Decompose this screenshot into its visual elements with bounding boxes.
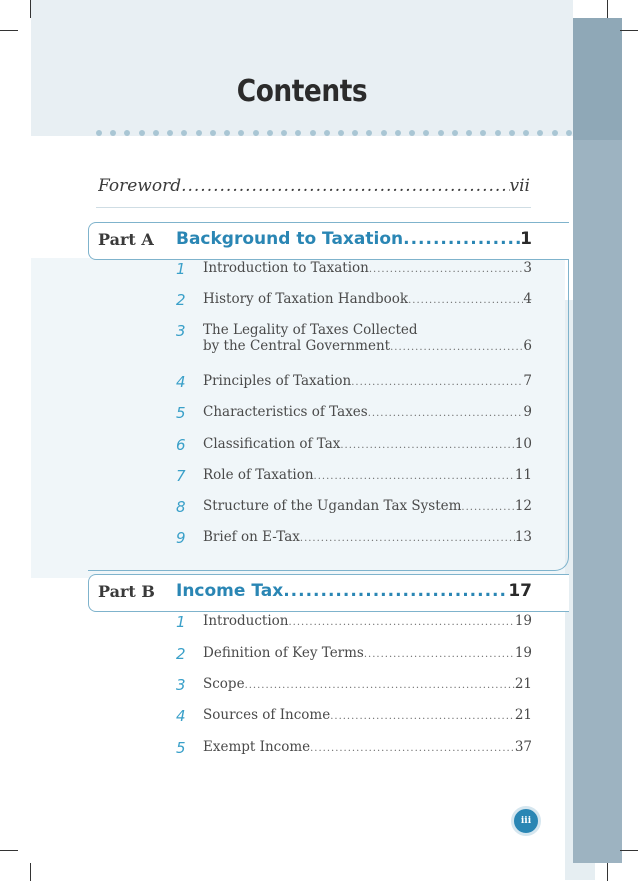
crop-mark <box>0 850 18 851</box>
toc-entry[interactable] <box>176 613 532 633</box>
foreword-page: vii <box>509 176 530 196</box>
part-b-heading[interactable] <box>176 581 532 601</box>
crop-mark <box>607 0 608 18</box>
entry-title: Scope <box>203 676 245 692</box>
entry-number: 7 <box>176 467 186 485</box>
entry-title: The Legality of Taxes Collected <box>203 322 418 338</box>
dot-leader <box>368 408 524 419</box>
crop-mark <box>30 0 31 18</box>
entry-title-continued: by the Central Government <box>203 338 391 354</box>
dot-leader <box>289 617 515 628</box>
part-a-heading[interactable] <box>176 229 532 249</box>
part-a-page: 1 <box>520 229 532 249</box>
entry-page: 19 <box>514 645 532 661</box>
toc-entry[interactable] <box>176 707 532 727</box>
dot-leader <box>245 680 515 691</box>
crop-mark <box>620 30 638 31</box>
entry-page: 21 <box>514 707 532 723</box>
dot-leader <box>283 581 508 601</box>
toc-entry[interactable] <box>176 260 532 280</box>
foreword-label: Foreword <box>98 176 182 196</box>
toc-entry[interactable] <box>176 676 532 696</box>
divider <box>96 207 531 208</box>
toc-entry[interactable] <box>176 529 532 549</box>
toc-entry[interactable] <box>176 645 532 665</box>
dot-leader <box>390 342 523 353</box>
dot-leader <box>340 440 514 451</box>
page-edge-bar <box>573 18 622 863</box>
crop-mark <box>30 863 31 881</box>
crop-mark <box>607 863 608 881</box>
entry-number: 4 <box>176 373 186 391</box>
entry-title: Structure of the Ugandan Tax System <box>203 498 462 514</box>
toc-entry[interactable] <box>176 467 532 487</box>
entry-page: 6 <box>523 338 532 354</box>
entry-number: 5 <box>176 404 186 422</box>
entry-number: 3 <box>176 676 186 694</box>
entry-title: Classification of Tax <box>203 436 341 452</box>
part-a-label: Part A <box>98 230 154 249</box>
entry-number: 9 <box>176 529 186 547</box>
dot-leader <box>351 377 523 388</box>
toc-entry[interactable] <box>176 291 532 311</box>
part-a-title: Background to Taxation <box>176 229 404 249</box>
entry-page: 4 <box>523 291 532 307</box>
dot-leader <box>369 264 524 275</box>
part-b-page: 17 <box>508 581 532 601</box>
entry-number: 6 <box>176 436 186 454</box>
entry-title: Introduction <box>203 613 289 629</box>
toc-entry[interactable] <box>176 322 532 362</box>
entry-page: 37 <box>514 739 532 755</box>
entry-title: Principles of Taxation <box>203 373 352 389</box>
entry-number: 8 <box>176 498 186 516</box>
crop-mark <box>620 850 638 851</box>
entry-number: 1 <box>176 260 186 278</box>
entry-page: 7 <box>523 373 532 389</box>
entry-number: 4 <box>176 707 186 725</box>
toc-entry[interactable] <box>176 436 532 456</box>
entry-page: 10 <box>514 436 532 452</box>
entry-page: 11 <box>514 467 532 483</box>
toc-entry[interactable] <box>176 739 532 759</box>
entry-page: 13 <box>514 529 532 545</box>
toc-entry[interactable] <box>176 498 532 518</box>
crop-mark <box>0 30 18 31</box>
toc-foreword[interactable] <box>98 176 530 196</box>
entry-title: Exempt Income <box>203 739 311 755</box>
entry-number: 2 <box>176 645 186 663</box>
dot-leader <box>300 533 515 544</box>
part-b-title: Income Tax <box>176 581 284 601</box>
entry-page: 21 <box>514 676 532 692</box>
header-band <box>31 0 573 136</box>
dotted-divider <box>96 128 572 138</box>
dot-leader <box>181 176 509 196</box>
entry-page: 19 <box>514 613 532 629</box>
dot-leader <box>364 649 515 660</box>
entry-title: Definition of Key Terms <box>203 645 364 661</box>
entry-title: Characteristics of Taxes <box>203 404 368 420</box>
part-b-label: Part B <box>98 582 155 601</box>
toc-entry[interactable] <box>176 373 532 393</box>
dot-leader <box>403 229 520 249</box>
entry-page: 3 <box>523 260 532 276</box>
page-edge-bar-top <box>573 18 622 140</box>
entry-title: Sources of Income <box>203 707 331 723</box>
entry-number: 2 <box>176 291 186 309</box>
entry-page: 9 <box>523 404 532 420</box>
dot-leader <box>408 295 523 306</box>
entry-title: Introduction to Taxation <box>203 260 369 276</box>
dot-leader <box>330 711 515 722</box>
entry-number: 1 <box>176 613 186 631</box>
entry-page: 12 <box>514 498 532 514</box>
toc-entry[interactable] <box>176 404 532 424</box>
dot-leader <box>314 471 515 482</box>
entry-number: 5 <box>176 739 186 757</box>
entry-title: Brief on E-Tax <box>203 529 300 545</box>
entry-number: 3 <box>176 322 186 340</box>
entry-title: History of Taxation Handbook <box>203 291 409 307</box>
page-number-badge: iii <box>511 806 541 836</box>
page-title: Contents <box>236 74 368 109</box>
dot-leader <box>461 502 514 513</box>
dot-leader <box>310 743 515 754</box>
entry-title: Role of Taxation <box>203 467 314 483</box>
